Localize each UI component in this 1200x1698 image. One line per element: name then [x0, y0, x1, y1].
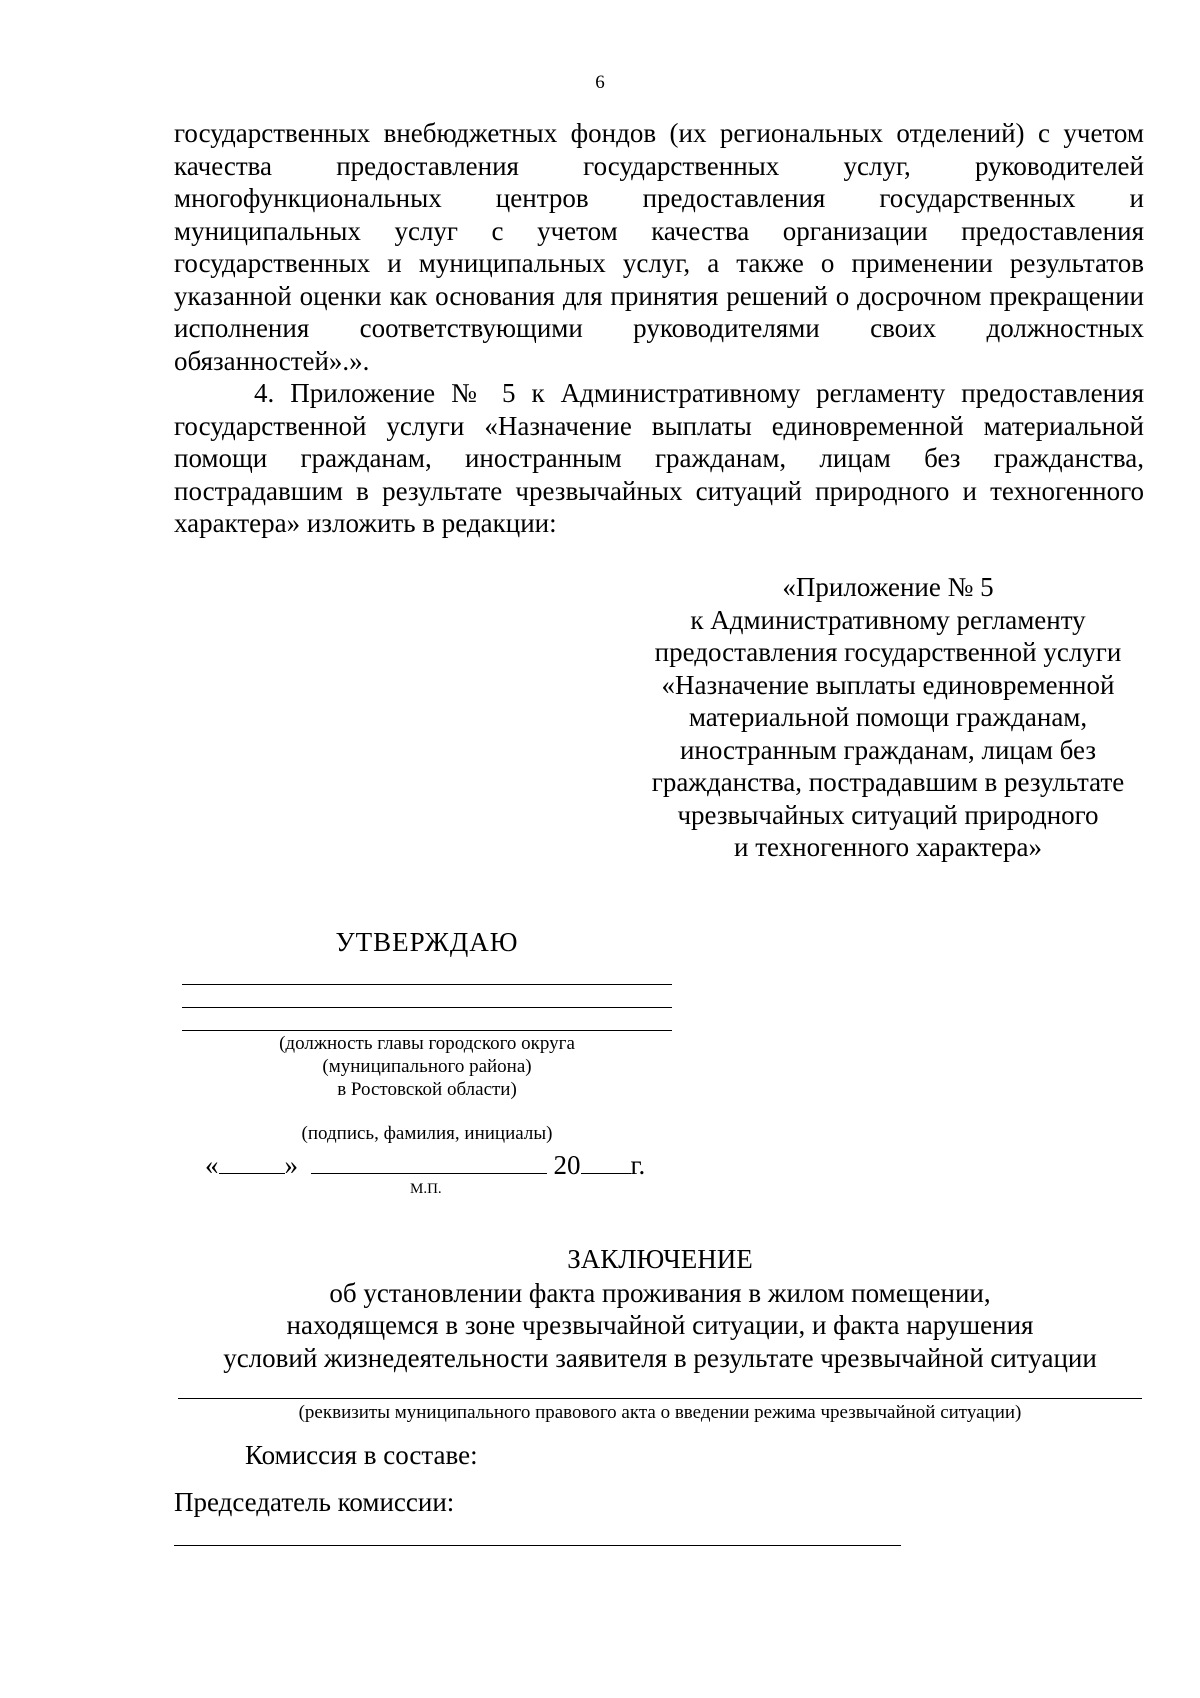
requisites-caption: (реквизиты муниципального правового акта о введении режима чрезвычайной ситуации) — [298, 1402, 1022, 1423]
position-blank-line — [182, 1007, 672, 1008]
requisites-blank-line — [178, 1398, 1142, 1399]
year-blank — [581, 1151, 631, 1174]
date-close-quote: » — [284, 1150, 298, 1180]
position-blank-line — [182, 984, 672, 985]
approval-title: УТВЕРЖДАЮ — [335, 927, 519, 957]
position-blank-line — [182, 1030, 672, 1031]
conclusion-subtitle-line: об установлении факта проживания в жилом помещении, — [329, 1277, 991, 1308]
appendix-line: гражданства, пострадавшим в результате — [651, 767, 1125, 797]
appendix-line: материальной помощи гражданам, — [688, 702, 1088, 732]
appendix-line: «Приложение № 5 — [782, 572, 994, 602]
year-prefix: 20 — [553, 1150, 581, 1180]
date-field — [205, 1150, 645, 1181]
conclusion-header — [150, 1243, 1170, 1374]
stamp-label: М.П. — [410, 1181, 442, 1197]
conclusion-title: ЗАКЛЮЧЕНИЕ — [567, 1244, 753, 1274]
chairman-blank-line — [174, 1545, 901, 1546]
signature-caption: (подпись, фамилия, инициалы) — [301, 1123, 553, 1144]
paragraph-item-4: 4. Приложение № 5 к Административному регламенту предоставления государственной услуги «Назначение выплаты единовременной материальной помощи гражданам, иностранным гражданам, лицам без гражданства, пострадавшим в результате чрезвычайных ситуаций природного и техногенного характера» изложить в редакции: — [174, 378, 1144, 538]
position-caption-line: (должность главы городского округа — [279, 1033, 575, 1054]
year-suffix: г. — [630, 1150, 646, 1180]
date-open-quote: « — [205, 1150, 219, 1180]
position-caption — [182, 1032, 672, 1101]
paragraph-continuation: государственных внебюджетных фондов (их региональных отделений) с учетом качества предоставления государственных услуг, руководителей многофункциональных центров предоставления государственных и муниципальных услуг с учетом качества организации предоставления государственных и муниципальных услуг, а также о применении результатов указанной оценки как основания для принятия решений о досрочном прекращении исполнения соответствующими руководителями своих должностных обязанностей».». — [174, 118, 1144, 376]
appendix-line: «Назначение выплаты единовременной — [661, 669, 1115, 700]
appendix-line: чрезвычайных ситуаций природного — [677, 799, 1099, 830]
commission-label: Комиссия в составе: — [245, 1440, 478, 1470]
position-caption-line: (муниципального района) — [322, 1056, 532, 1077]
conclusion-subtitle-line: условий жизнедеятельности заявителя в результате чрезвычайной ситуации — [223, 1342, 1097, 1373]
conclusion-subtitle-line: находящемся в зоне чрезвычайной ситуации, и факта нарушения — [286, 1310, 1034, 1340]
appendix-line: предоставления государственной услуги — [654, 637, 1122, 667]
page-number: 6 — [595, 72, 605, 93]
appendix-header — [628, 571, 1148, 864]
appendix-line: к Административному регламенту — [690, 604, 1086, 635]
day-blank — [219, 1151, 285, 1174]
month-blank — [311, 1151, 547, 1174]
chairman-label: Председатель комиссии: — [174, 1487, 455, 1517]
appendix-line: иностранным гражданам, лицам без — [679, 734, 1097, 765]
appendix-line: и техногенного характера» — [734, 832, 1042, 862]
position-caption-line: в Ростовской области) — [337, 1079, 517, 1100]
